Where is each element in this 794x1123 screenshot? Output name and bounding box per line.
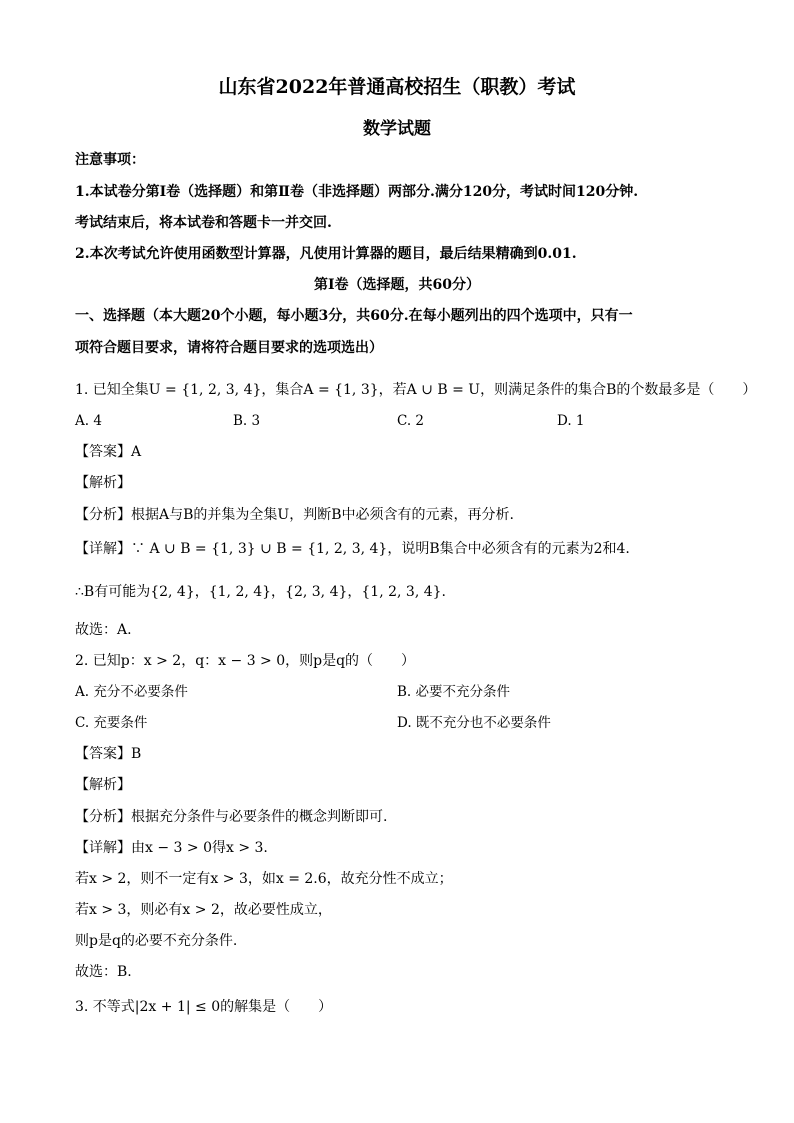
- q1-option-d: D. 1: [557, 413, 585, 429]
- q2-analysis-tag: 【解析】: [75, 777, 131, 793]
- q2-answer: 【答案】B: [75, 746, 142, 762]
- q3-stem: 3. 不等式|2x + 1| ≤ 0的解集是（ ）: [75, 999, 333, 1015]
- notice-line-2: 考试结束后，将本试卷和答题卡一并交回.: [75, 215, 332, 231]
- section-heading-line-1: 一、选择题（本大题20个小题，每小题3分，共60分.在每小题列出的四个选项中，只有一: [75, 308, 633, 324]
- part1-heading: 第Ⅰ卷（选择题，共60分）: [313, 277, 481, 293]
- q2-option-b: B. 必要不充分条件: [397, 684, 511, 700]
- section-heading-line-2: 项符合题目要求，请将符合题目要求的选项选出）: [75, 340, 383, 356]
- q2-fenxi: 【分析】根据充分条件与必要条件的概念判断即可.: [75, 809, 388, 825]
- q1-fenxi: 【分析】根据A与B的并集为全集U，判断B中必须含有的元素，再分析.: [75, 507, 514, 523]
- exam-subtitle: 数学试题: [363, 119, 431, 139]
- q2-option-d: D. 既不充分也不必要条件: [397, 715, 551, 731]
- q1-option-a: A. 4: [75, 413, 102, 429]
- notice-line-1: 1.本试卷分第Ⅰ卷（选择题）和第Ⅱ卷（非选择题）两部分.满分120分，考试时间120分钟.: [75, 184, 639, 200]
- q2-xiangjie: 【详解】由x − 3 > 0得x > 3.: [75, 840, 268, 856]
- q1-option-c: C. 2: [397, 413, 425, 429]
- q2-line-a: 若x > 2，则不一定有x > 3，如x = 2.6，故充分性不成立；: [75, 871, 453, 887]
- q1-stem: 1. 已知全集U = {1, 2, 3, 4}，集合A = {1, 3}，若A ∪ B = U，则满足条件的集合B的个数最多是（ ）: [75, 382, 757, 398]
- q2-option-a: A. 充分不必要条件: [75, 684, 188, 700]
- q1-xiangjie: 【详解】∵ A ∪ B = {1, 3} ∪ B = {1, 2, 3, 4}，说明B集合中必须含有的元素为2和4.: [75, 541, 630, 557]
- exam-title: 山东省2022年普通高校招生（职教）考试: [218, 76, 576, 98]
- q1-analysis-tag: 【解析】: [75, 475, 131, 491]
- q1-conclusion: ∴B有可能为{2, 4}，{1, 2, 4}，{2, 3, 4}，{1, 2, 3, 4}.: [75, 584, 446, 600]
- q2-stem: 2. 已知p：x > 2，q：x − 3 > 0，则p是q的（ ）: [75, 653, 416, 669]
- q2-line-c: 则p是q的必要不充分条件.: [75, 933, 238, 949]
- q1-choose: 故选：A.: [75, 622, 132, 638]
- q1-answer: 【答案】A: [75, 444, 142, 460]
- notice-line-3: 2.本次考试允许使用函数型计算器，凡使用计算器的题目，最后结果精确到0.01.: [75, 246, 577, 262]
- q1-option-b: B. 3: [233, 413, 261, 429]
- q2-option-c: C. 充要条件: [75, 715, 148, 731]
- q2-line-b: 若x > 3，则必有x > 2，故必要性成立，: [75, 902, 332, 918]
- notice-heading: 注意事项：: [75, 152, 145, 168]
- q2-choose: 故选：B.: [75, 964, 132, 980]
